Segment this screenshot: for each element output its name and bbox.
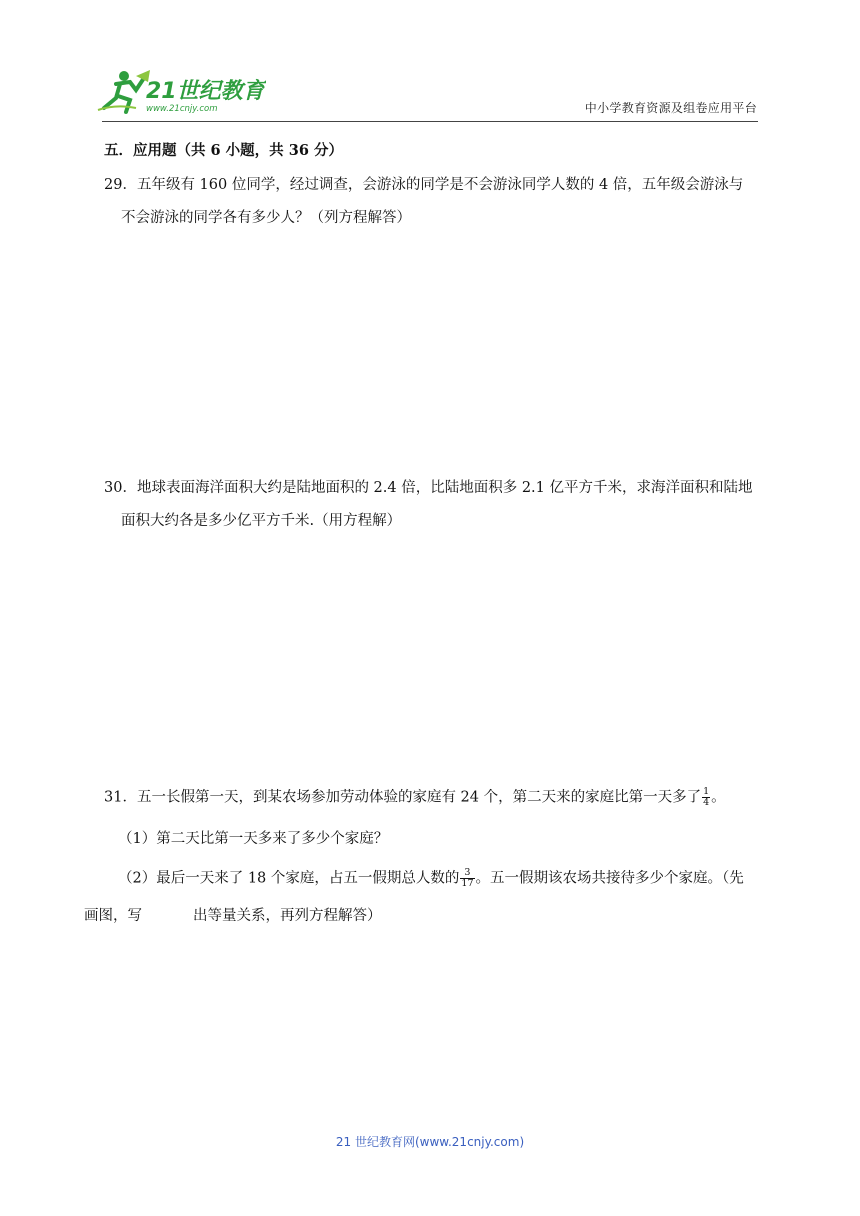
question-31-sub-2-line-2a: 画图，写 bbox=[84, 908, 142, 924]
svg-text:21世纪教育: 21世纪教育 bbox=[146, 79, 265, 104]
question-31-sub-2-tail: 。五一假期该农场共接待多少个家庭。（先 bbox=[475, 870, 744, 887]
question-30-line-2: 面积大约各是多少亿平方千米.（用方程解） bbox=[121, 513, 402, 529]
logo-runner-icon bbox=[96, 68, 266, 116]
question-31-sub-2-text: （2）最后一天来了 18 个家庭，占五一假期总人数的 bbox=[118, 870, 460, 887]
question-29-line-2: 不会游泳的同学各有多少人？（列方程解答） bbox=[121, 210, 411, 226]
question-30-line-1: 30．地球表面海洋面积大约是陆地面积的 2.4 倍，比陆地面积多 2.1 亿平方千米，求海洋面积和陆地 bbox=[104, 480, 753, 496]
fraction-one-quarter bbox=[702, 787, 710, 808]
question-31-text: 31．五一长假第一天，到某农场参加劳动体验的家庭有 24 个，第二天来的家庭比第一天多了 bbox=[104, 789, 702, 806]
page-footer[interactable]: 21 世纪教育网(www.21cnjy.com) bbox=[335, 1135, 525, 1149]
platform-name: 中小学教育资源及组卷应用平台 bbox=[584, 101, 757, 115]
section-title: 五．应用题（共 6 小题，共 36 分） bbox=[104, 142, 343, 159]
fraction-numerator: 1 bbox=[703, 786, 710, 797]
question-31-line-1 bbox=[104, 787, 726, 808]
fraction-denominator: 17 bbox=[461, 878, 474, 889]
svg-text:www.21cnjy.com: www.21cnjy.com bbox=[146, 104, 218, 114]
logo bbox=[96, 68, 266, 116]
question-31-sub-2 bbox=[118, 868, 744, 889]
question-31-punct: 。 bbox=[711, 789, 726, 806]
page-header bbox=[0, 0, 860, 125]
question-31-sub-2-line-2b: 出等量关系，再列方程解答） bbox=[193, 908, 382, 924]
question-31-sub-1: （1）第二天比第一天多来了多少个家庭？ bbox=[118, 831, 389, 847]
fraction-denominator: 4 bbox=[703, 797, 710, 808]
question-29-line-1: 29．五年级有 160 位同学，经过调查，会游泳的同学是不会游泳同学人数的 4 倍，五年级会游泳与 bbox=[104, 177, 744, 193]
header-divider bbox=[102, 121, 758, 122]
fraction-numerator: 3 bbox=[460, 868, 474, 879]
fraction-three-seventeenths bbox=[460, 868, 474, 889]
